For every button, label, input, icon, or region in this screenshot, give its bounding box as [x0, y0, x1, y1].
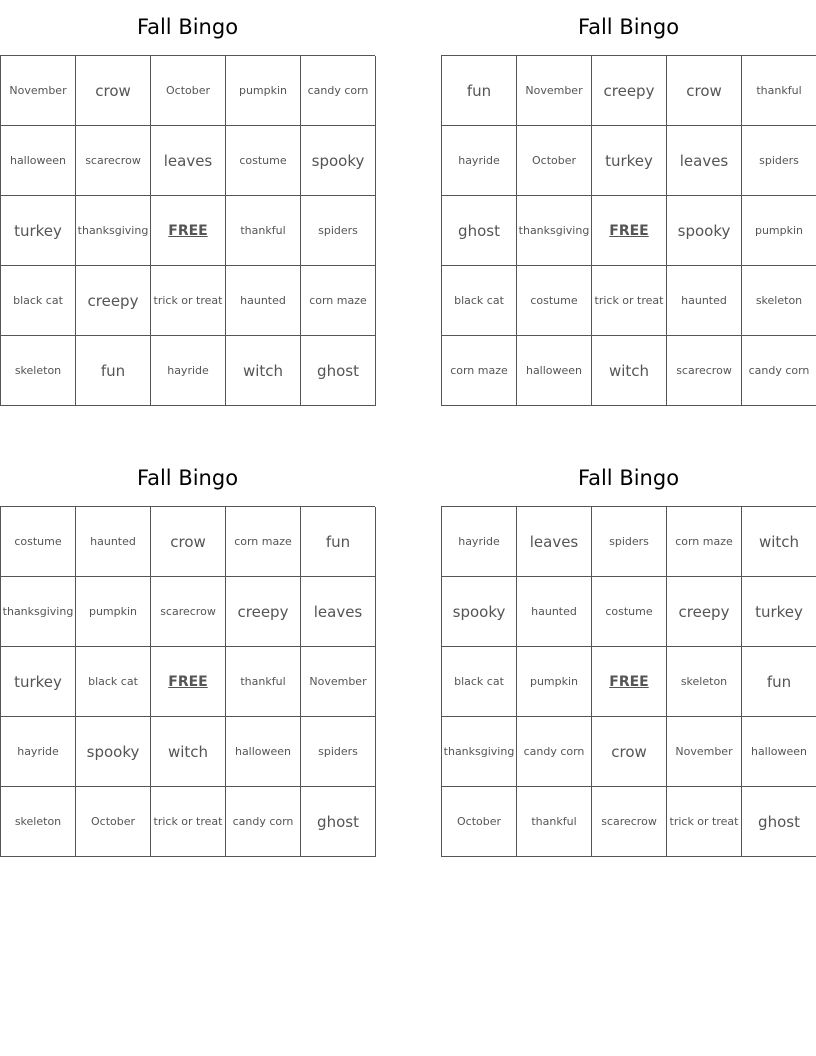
bingo-cell: turkey	[1, 647, 76, 717]
bingo-cell: creepy	[667, 577, 742, 647]
free-space: FREE	[592, 196, 667, 266]
bingo-cell: turkey	[592, 126, 667, 196]
bingo-cell: ghost	[301, 336, 376, 406]
bingo-cell: creepy	[226, 577, 301, 647]
bingo-cell: costume	[592, 577, 667, 647]
bingo-cell: pumpkin	[226, 56, 301, 126]
bingo-cell: halloween	[742, 717, 816, 787]
bingo-cell: creepy	[76, 266, 151, 336]
bingo-cell: spiders	[301, 717, 376, 787]
bingo-card-1	[0, 0, 375, 406]
bingo-grid	[0, 506, 375, 857]
bingo-cell: spooky	[667, 196, 742, 266]
bingo-cell: haunted	[76, 507, 151, 577]
bingo-cell: November	[667, 717, 742, 787]
bingo-cell: costume	[226, 126, 301, 196]
bingo-cell: costume	[1, 507, 76, 577]
bingo-cell: leaves	[517, 507, 592, 577]
bingo-cell: black cat	[76, 647, 151, 717]
bingo-cell: skeleton	[667, 647, 742, 717]
free-space: FREE	[592, 647, 667, 717]
card-title: Fall Bingo	[136, 466, 239, 490]
bingo-cell: scarecrow	[76, 126, 151, 196]
bingo-cell: thankful	[226, 647, 301, 717]
bingo-grid	[441, 55, 816, 406]
bingo-cell: thanksgiving	[1, 577, 76, 647]
bingo-cell: leaves	[667, 126, 742, 196]
bingo-card-4	[441, 451, 816, 857]
bingo-cell: October	[517, 126, 592, 196]
bingo-cell: spooky	[442, 577, 517, 647]
card-title: Fall Bingo	[577, 466, 680, 490]
bingo-cell: corn maze	[226, 507, 301, 577]
bingo-cell: black cat	[442, 266, 517, 336]
bingo-cell: scarecrow	[151, 577, 226, 647]
bingo-cell: halloween	[517, 336, 592, 406]
bingo-cell: crow	[76, 56, 151, 126]
bingo-cell: ghost	[442, 196, 517, 266]
bingo-cell: fun	[742, 647, 816, 717]
bingo-cell: candy corn	[742, 336, 816, 406]
bingo-cell: candy corn	[517, 717, 592, 787]
bingo-cell: haunted	[226, 266, 301, 336]
bingo-cell: thankful	[742, 56, 816, 126]
bingo-cell: witch	[742, 507, 816, 577]
bingo-cell: candy corn	[226, 787, 301, 857]
bingo-cell: skeleton	[1, 787, 76, 857]
bingo-cell: hayride	[151, 336, 226, 406]
free-space: FREE	[151, 196, 226, 266]
bingo-cell: corn maze	[667, 507, 742, 577]
bingo-cell: trick or treat	[592, 266, 667, 336]
bingo-cell: candy corn	[301, 56, 376, 126]
bingo-cell: ghost	[301, 787, 376, 857]
bingo-cell: ghost	[742, 787, 816, 857]
bingo-cell: skeleton	[742, 266, 816, 336]
bingo-cell: October	[76, 787, 151, 857]
bingo-cell: black cat	[1, 266, 76, 336]
bingo-cell: November	[517, 56, 592, 126]
bingo-cell: October	[442, 787, 517, 857]
bingo-cell: hayride	[442, 507, 517, 577]
bingo-cell: fun	[301, 507, 376, 577]
bingo-cell: crow	[592, 717, 667, 787]
bingo-cell: crow	[151, 507, 226, 577]
bingo-cell: leaves	[301, 577, 376, 647]
bingo-cell: corn maze	[442, 336, 517, 406]
bingo-cell: halloween	[226, 717, 301, 787]
bingo-cell: spiders	[301, 196, 376, 266]
bingo-cell: witch	[151, 717, 226, 787]
bingo-cell: fun	[442, 56, 517, 126]
bingo-cell: haunted	[517, 577, 592, 647]
bingo-cell: November	[301, 647, 376, 717]
bingo-cell: pumpkin	[76, 577, 151, 647]
bingo-cell: witch	[226, 336, 301, 406]
card-title: Fall Bingo	[136, 15, 239, 39]
bingo-cell: corn maze	[301, 266, 376, 336]
bingo-cell: witch	[592, 336, 667, 406]
bingo-card-3	[0, 451, 375, 857]
bingo-cell: spooky	[301, 126, 376, 196]
bingo-cell: thanksgiving	[76, 196, 151, 266]
bingo-cell: spiders	[592, 507, 667, 577]
bingo-cell: trick or treat	[667, 787, 742, 857]
bingo-grid	[0, 55, 375, 406]
bingo-cell: pumpkin	[742, 196, 816, 266]
bingo-cell: thankful	[517, 787, 592, 857]
bingo-cell: trick or treat	[151, 787, 226, 857]
bingo-cell: creepy	[592, 56, 667, 126]
bingo-cell: leaves	[151, 126, 226, 196]
bingo-cell: turkey	[1, 196, 76, 266]
bingo-cell: skeleton	[1, 336, 76, 406]
bingo-cell: pumpkin	[517, 647, 592, 717]
bingo-cell: turkey	[742, 577, 816, 647]
card-title: Fall Bingo	[577, 15, 680, 39]
bingo-cell: scarecrow	[667, 336, 742, 406]
bingo-grid	[441, 506, 816, 857]
bingo-cell: costume	[517, 266, 592, 336]
bingo-cell: spooky	[76, 717, 151, 787]
bingo-cell: October	[151, 56, 226, 126]
bingo-cell: hayride	[442, 126, 517, 196]
bingo-cell: trick or treat	[151, 266, 226, 336]
bingo-cell: fun	[76, 336, 151, 406]
bingo-card-2	[441, 0, 816, 406]
bingo-cell: hayride	[1, 717, 76, 787]
bingo-cell: scarecrow	[592, 787, 667, 857]
bingo-cell: haunted	[667, 266, 742, 336]
bingo-cell: thankful	[226, 196, 301, 266]
bingo-cell: crow	[667, 56, 742, 126]
bingo-cell: black cat	[442, 647, 517, 717]
bingo-cell: halloween	[1, 126, 76, 196]
free-space: FREE	[151, 647, 226, 717]
bingo-cell: spiders	[742, 126, 816, 196]
bingo-cell: thanksgiving	[442, 717, 517, 787]
bingo-cell: November	[1, 56, 76, 126]
bingo-cell: thanksgiving	[517, 196, 592, 266]
